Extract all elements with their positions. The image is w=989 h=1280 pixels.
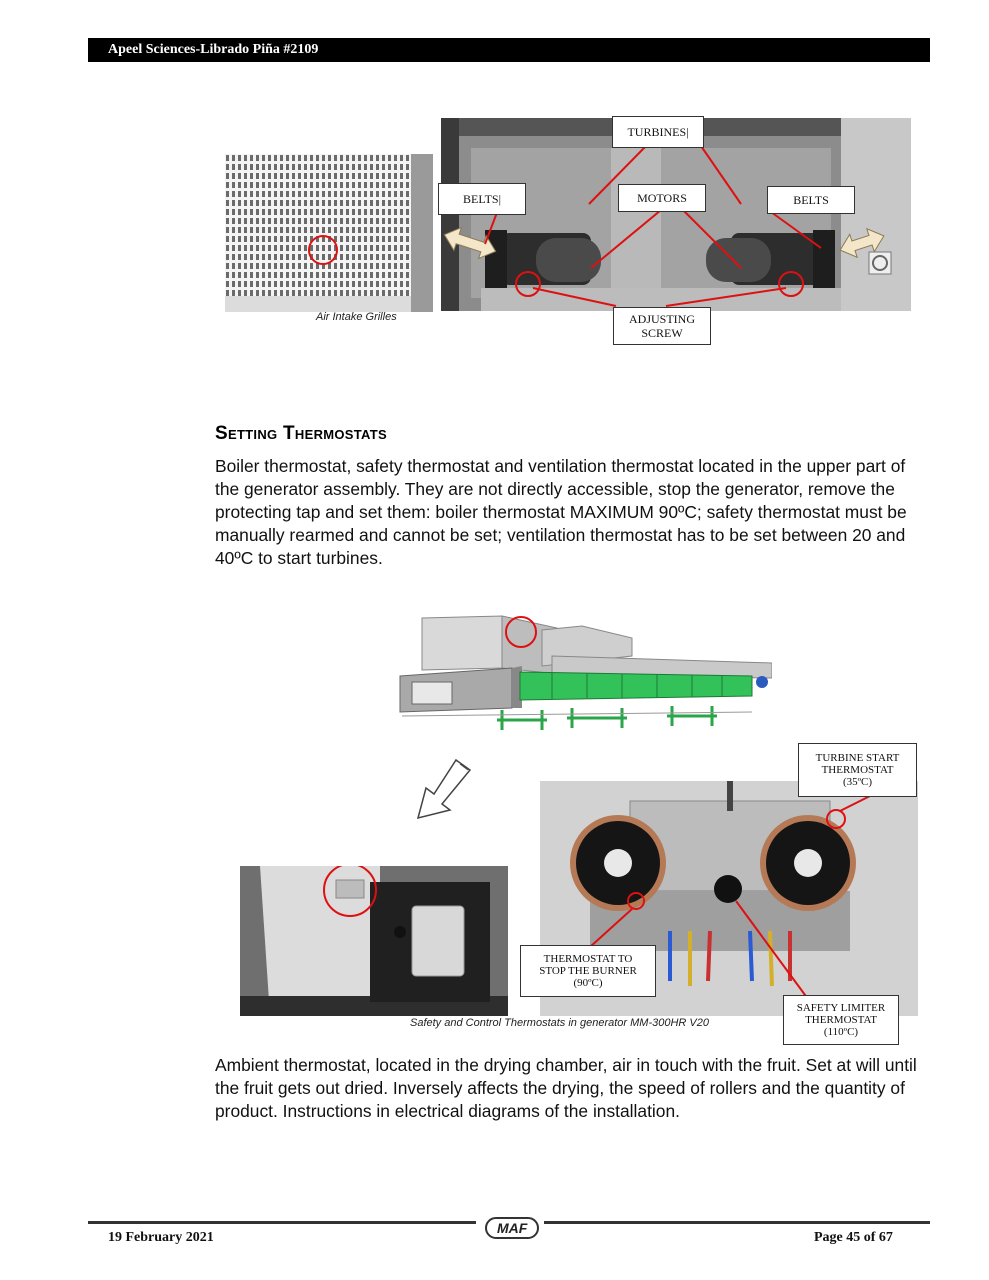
header-bar [88,38,930,62]
label-turbines: TURBINES| [612,116,704,148]
label-belts-right: BELTS [767,186,855,214]
figure1-caption: Air Intake Grilles [316,311,397,323]
safety-line2: THERMOSTAT [805,1014,877,1026]
generator-panel-photo [240,866,508,1016]
generator-render [392,608,772,740]
label-burner-thermostat [520,945,656,997]
maf-logo: MAF [485,1217,539,1239]
turbine-start-line2: THERMOSTAT [821,764,894,776]
figure2-caption: Safety and Control Thermostats in generator MM-300HR V20 [410,1017,709,1029]
down-left-arrow [412,756,476,822]
turbine-start-line1: TURBINE START [815,752,900,764]
footer-date: 19 February 2021 [108,1230,214,1245]
label-belts-left: BELTS| [438,183,526,215]
burner-line1: THERMOSTAT TO [543,953,633,965]
label-turbine-start-thermostat [798,743,917,797]
burner-line2: STOP THE BURNER [539,965,637,977]
air-intake-grille-photo [225,154,433,312]
safety-line1: SAFETY LIMITER [796,1002,886,1014]
paragraph-thermostats: Boiler thermostat, safety thermostat and ventilation thermostat located in the upper part of the generator assembly. They are not directly accessible, stop the generator, remove the protecting tap and set them: boiler thermostat MAXIMUM 90ºC; safety thermostat must be manually rearmed and cannot be set; ventilation thermostat has to be set between 20 and 40ºC to start turbines. [215,456,907,568]
footer-rule-right [544,1221,930,1224]
paragraph-ambient-thermostat: Ambient thermostat, located in the drying chamber, air in touch with the fruit. Set at will until the fruit gets out dried. Inversely affects the drying, the speed of rollers and the quantity of product. Instructions in electrical diagrams of the installation. [215,1055,917,1121]
label-safety-limiter-thermostat [783,995,899,1045]
footer-page-number: Page 45 of 67 [814,1230,893,1245]
burner-line3: (90ºC) [573,977,603,989]
label-adjusting-screw: ADJUSTING SCREW [613,307,711,345]
safety-line3: (110ºC) [823,1026,859,1038]
label-motors: MOTORS [618,184,706,212]
document-title: Apeel Sciences-Librado Piña #2109 [108,42,319,57]
turbine-start-line3: (35ºC) [842,776,873,788]
footer-rule-left [88,1221,476,1224]
section-title: Setting Thermostats [215,423,387,444]
